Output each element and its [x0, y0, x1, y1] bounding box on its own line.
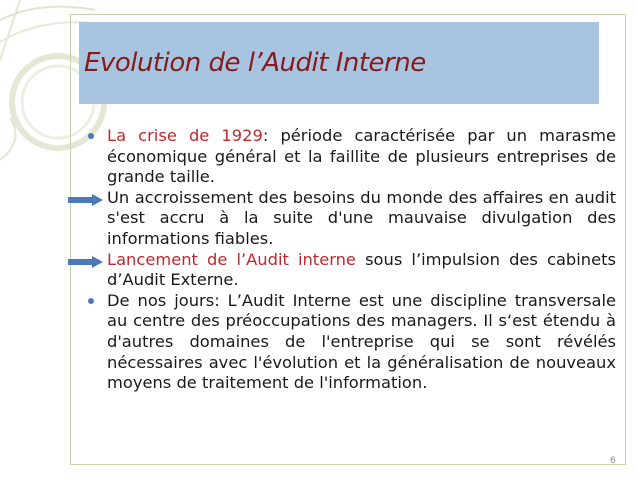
highlight-text: Lancement de l’Audit interne [107, 249, 356, 269]
slide-content [84, 126, 616, 394]
highlight-text: La crise de 1929 [107, 126, 263, 145]
bullet-icon [88, 133, 94, 139]
paragraph-text: sous l’impulsion des cabinets d’Audit Externe. [107, 249, 616, 290]
paragraph-text: De nos jours: L’Audit Interne est une discipline transversale au centre des préoccupations des managers. Il s‘est étendu à d'autres domaines de l'entreprise qui se sont révélés nécessaires avec l'évolution et la généralisation de nouveaux moyens de traitement de l'information. [107, 290, 616, 393]
paragraph-4 [84, 291, 616, 394]
paragraph-2 [84, 188, 616, 250]
bullet-icon [88, 298, 94, 304]
arrow-icon [68, 256, 104, 268]
arrow-icon [68, 194, 104, 206]
paragraph-text: : période caractérisée par un marasme économique général et la faillite de plusieurs entreprises de grande taille. [107, 126, 616, 187]
slide-title: Evolution de l’Audit Interne [84, 48, 426, 78]
paragraph-3 [84, 250, 616, 291]
slide-number: 6 [610, 456, 616, 466]
paragraph-1 [84, 126, 616, 188]
paragraph-text: Un accroissement des besoins du monde des affaires en audit s'est accru à la suite d'une mauvaise divulgation des informations fiables. [107, 187, 616, 248]
